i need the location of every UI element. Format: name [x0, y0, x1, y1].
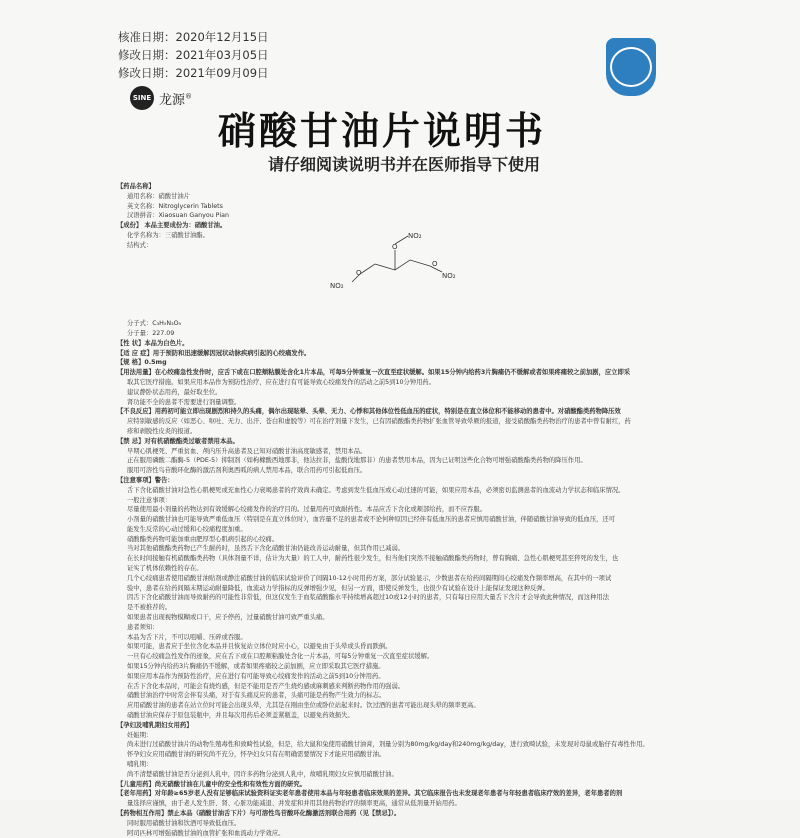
- body-line: 如果应用本品作为预防性治疗，应在进行有可能导致心绞痛发作的活动之前5到10分钟用药。: [127, 672, 385, 680]
- body-line: 结构式：: [127, 241, 153, 249]
- body-line: 建议静卧状态用药，最好取坐位。: [127, 388, 222, 396]
- body-line: 应用硝酸甘油的患者在站立位时可能会出现头晕，尤其是在刚由坐位或卧位站起来时。饮过酒的患者可能出现头晕的频率更高。: [127, 702, 480, 710]
- body-line: [117, 290, 684, 300]
- body-line: 【规 格】0.5mg: [117, 359, 167, 367]
- body-line: 【孕妇及哺乳期妇女用药】: [117, 721, 193, 729]
- approval-date: 核准日期：2020年12月15日: [118, 30, 269, 44]
- leaflet-body: [117, 182, 684, 838]
- body-line: 因舌下含化硝酸甘油而导致耐药的可能性非常低，但这仅发生于血浆硝酸酯水平持续增高超过10或12小时的患者，只有每日应用大量舌下含片才会导致此种情况，而这种用法: [127, 594, 609, 602]
- body-line: 汉语拼音：Xiaosuan Ganyou Pian: [127, 212, 229, 220]
- body-line: 在舌下含化本品时，可能会有烧灼感，但是不能用是否产生烧灼感或麻刺感来判断药物作用的强弱。: [127, 682, 405, 690]
- svg-text:NO₂: NO₂: [330, 282, 344, 290]
- body-line: 当对其他硝酸酯类药物已产生耐药时，虽然舌下含化硝酸甘油仍能改善运动耐量，但其作用已减弱。: [127, 545, 405, 553]
- body-line: 如果15分钟内给药3片胸痛仍不缓解，或者如果疼痛较之前加剧，应立即采取其它医疗措施。: [127, 663, 385, 671]
- body-line: 本品为舌下片，不可以咀嚼、压碎或吞服。: [127, 633, 247, 641]
- body-line: 如果患者出现视物模糊或口干，应予停药，过量硝酸甘油可致严重头痛。: [127, 614, 329, 622]
- otc-badge-icon: [606, 38, 656, 96]
- body-line: 【老年用药】对年龄≥65岁老人没有足够临床试验资料证实老年患者使用本品与年轻患者临床效果的差异。其它临床报告也未发现老年患者与年轻患者临床疗效的差异，老年患者的剂: [117, 790, 623, 798]
- body-line: 英文名称：Nitroglycerin Tablets: [127, 202, 223, 210]
- body-line: 【药品名称】: [117, 183, 155, 190]
- body-line: 疹和剥脱性皮炎的报道。: [127, 427, 197, 435]
- body-line: 硝酸甘油应保存于原包装瓶中，并且每次用药后必须盖紧瓶盖，以避免药效损失。: [127, 712, 354, 720]
- body-line: 【用法用量】在心绞痛急性发作时，应舌下或在口腔颊粘膜处含化1片本品，可每5分钟重复一次直至症状缓解。如果15分钟内给药3片胸痛仍不缓解或者如果疼痛较之前加剧，应立即采: [117, 369, 631, 377]
- body-line: 早期心肌梗死、严重贫血、颅内压升高患者及已知对硝酸甘油高度敏感者，禁用本品。: [127, 447, 367, 455]
- body-line: 【性 状】本品为白色片。: [117, 339, 189, 347]
- body-line: 舌下含化硝酸甘油对急性心肌梗死或充血性心力衰竭患者的疗效尚未确定。考虑到发生低血压或心动过速的可能，如果应用本品，必须密切监测患者的血流动力学状态和临床情况。: [127, 486, 625, 494]
- body-line: 【儿童用药】尚无硝酸甘油在儿童中的安全性和有效性方面的研究。: [117, 780, 306, 788]
- body-line: 【禁 忌】对有机硝酸酯类过敏者禁用本品。: [117, 437, 239, 445]
- revision-date-1: 修改日期：2021年03月05日: [118, 48, 269, 62]
- svg-text:NO₂: NO₂: [442, 272, 456, 280]
- body-line: 证实了机体依赖性的存在。: [127, 565, 203, 573]
- body-line: 【药物相互作用】禁止本品（硝酸甘油舌下片）与可溶性鸟苷酸环化酶激活剂联合用药（见【禁忌】）。: [117, 810, 401, 817]
- revision-date-2: 修改日期：2021年09月09日: [118, 66, 269, 80]
- body-line: 服用可溶性鸟苷酸环化酶的激活剂利奥西呱的病人禁用本品，联合用药可引起低血压。: [127, 467, 367, 475]
- body-line: 几个心绞痛患者使用硝酸甘油贴剂或静注硝酸甘油的临床试验评价了间隔10-12小时用药方案，部分试验显示，少数患者在给药间隔期间心绞痛发作频率增高，在其中的一项试: [127, 574, 612, 582]
- body-line: 硝酸甘油治疗中时常会伴有头痛，对于有头痛反应的患者，头痛可能是药物产生效力的标志。: [127, 692, 386, 700]
- svg-text:NO₂: NO₂: [408, 232, 422, 240]
- document-title: 硝酸甘油片说明书: [218, 109, 547, 153]
- revision-dates: [118, 28, 269, 82]
- body-line: 一旦有心绞痛急性发作的迹象，应在舌下或在口腔颊粘膜处含化一片本品，可每5分钟重复一次直至症状缓解。: [127, 653, 434, 661]
- body-line: [117, 260, 684, 270]
- body-line: 分子式：C₃H₅N₃O₉: [127, 320, 182, 328]
- body-line: 同时服用硝酸甘油和饮酒可导致低血压。: [127, 819, 241, 827]
- body-line: 取其它医疗措施。如果应用本品作为预防性治疗，应在进行有可能导致心绞痛发作的活动之前5到10分钟用药。: [127, 378, 435, 386]
- body-line: 化学名称为：三硝酸甘油酯。: [127, 231, 209, 239]
- body-line: 哺乳期：: [127, 761, 153, 769]
- body-line: 小剂量的硝酸甘油也可能导致严重低血压（特别是在直立体位时），血容量不足的患者或不论何种原因已经伴有低血压的患者应慎用硝酸甘油，伴随硝酸甘油导致的低血压，还可: [127, 516, 616, 524]
- body-line: 分子量：227.09: [127, 329, 175, 337]
- body-line: 量选择应谨慎，由于老人发生肝、肾、心脏功能减退、并发症和并用其他药物治疗的频率更高，通常从低剂量开始用药。: [127, 800, 461, 808]
- svg-text:O: O: [356, 269, 362, 277]
- body-line: 尽量使用最小剂量的药物达到有效缓解心绞痛发作的治疗目的。过量用药可致耐药性。本品应舌下含化或颊部给药，而不应吞服。: [127, 506, 486, 514]
- body-line: 尚不清楚硝酸甘油是否分泌到人乳中，因许多药物分泌到人乳中，故哺乳期妇女应慎用硝酸甘油。: [127, 770, 398, 778]
- body-line: 是不被推荐的。: [127, 604, 172, 612]
- body-line: 正在服用磷酸二酯酶-5（PDE-5）抑制剂（如枸橼酸西地那非，他达拉非，盐酸伐地那非）的患者禁用本品，因为已证明这些化合物可增强硝酸酯类药物的降压作用。: [127, 457, 587, 465]
- body-line: 【成份】 本品主要成份为：硝酸甘油。: [117, 222, 227, 230]
- body-line: 硝酸酯类药物可能加重由肥厚型心肌病引起的心绞痛。: [127, 535, 279, 543]
- body-line: [117, 280, 684, 290]
- body-line: 尚未进行过硝酸甘油片的动物生殖毒性和致畸性试验，但是，给大鼠和兔使用硝酸甘油膏，剂量分别为80mg/kg/day和240mg/kg/day，进行致畸试验，未发现对母鼠或胎仔有毒性作用。: [127, 741, 649, 749]
- body-line: [117, 309, 684, 319]
- body-line: 通用名称：硝酸甘油片: [127, 192, 190, 200]
- body-line: 【适 应 症】用于预防和迅速缓解因冠状动脉疾病引起的心绞痛发作。: [117, 349, 311, 357]
- body-line: 一般注意事项：: [127, 496, 172, 504]
- body-line: [117, 270, 684, 280]
- body-line: 妊娠期：: [127, 731, 153, 739]
- body-line: 能发生反常的心动过缓和心绞痛程度加重。: [127, 525, 247, 533]
- brand-mark-icon: SINE: [130, 86, 154, 110]
- body-line: [117, 300, 684, 310]
- body-line: 应特别敏感的反应（如恶心、呕吐、无力、出汗、苍白和虚脱等）可在治疗剂量下发生，已有因硝酸酯类药物扩张血管导致晕厥的报道，接受硝酸酯类药物治疗的患者中曾有耐红，药: [127, 418, 631, 426]
- body-line: 验中，患者在给药间隔末期运动耐量降低，血流动力学指标的反弹增强少见，但另一方面，即使反弹发生，也很少有试验在设计上能保证发现这种反弹。: [127, 584, 549, 592]
- body-line: [117, 251, 684, 261]
- body-line: 在长时间接触有机硝酸酯类药物（具体剂量不详，估计为大量）的工人中，耐药性很少发生，但当他们突然不接触硝酸酯类药物时，曾有胸痛、急性心肌梗死甚至猝死的发生，也: [127, 555, 619, 563]
- body-line: 【注意事项】警告：: [117, 476, 174, 484]
- brand-logo: [130, 86, 192, 110]
- body-line: 如果可能，患者应于坐位含化本品并且恢复站立体位时应小心，以避免由于头晕或头昏而跌倒。: [127, 643, 392, 651]
- body-line: 患者须知：: [127, 623, 159, 631]
- body-line: 【不良反应】用药初可能立即出现剧烈和持久的头痛，偶尔出现眩晕、头晕、无力、心悸和其他体位性低血压的症状，特别是在直立体位和不能移动的患者中。对硝酸酯类药物降压效: [117, 408, 621, 416]
- body-line: 阿司匹林可增强硝酸甘油的血管扩张和血流动力学效应。: [127, 829, 285, 837]
- document-subtitle: 请仔细阅读说明书并在医师指导下使用: [268, 155, 541, 174]
- brand-name: 龙源®: [159, 92, 193, 108]
- svg-text:O: O: [432, 260, 438, 268]
- body-line: 怀孕妇女应用硝酸甘油的研究尚不充分，怀孕妇女只有在明确需要情况下才能应用硝酸甘油。: [127, 751, 386, 759]
- body-line: 肾功能不全的患者不需要进行剂量调整。: [127, 398, 241, 406]
- svg-text:O: O: [392, 243, 398, 251]
